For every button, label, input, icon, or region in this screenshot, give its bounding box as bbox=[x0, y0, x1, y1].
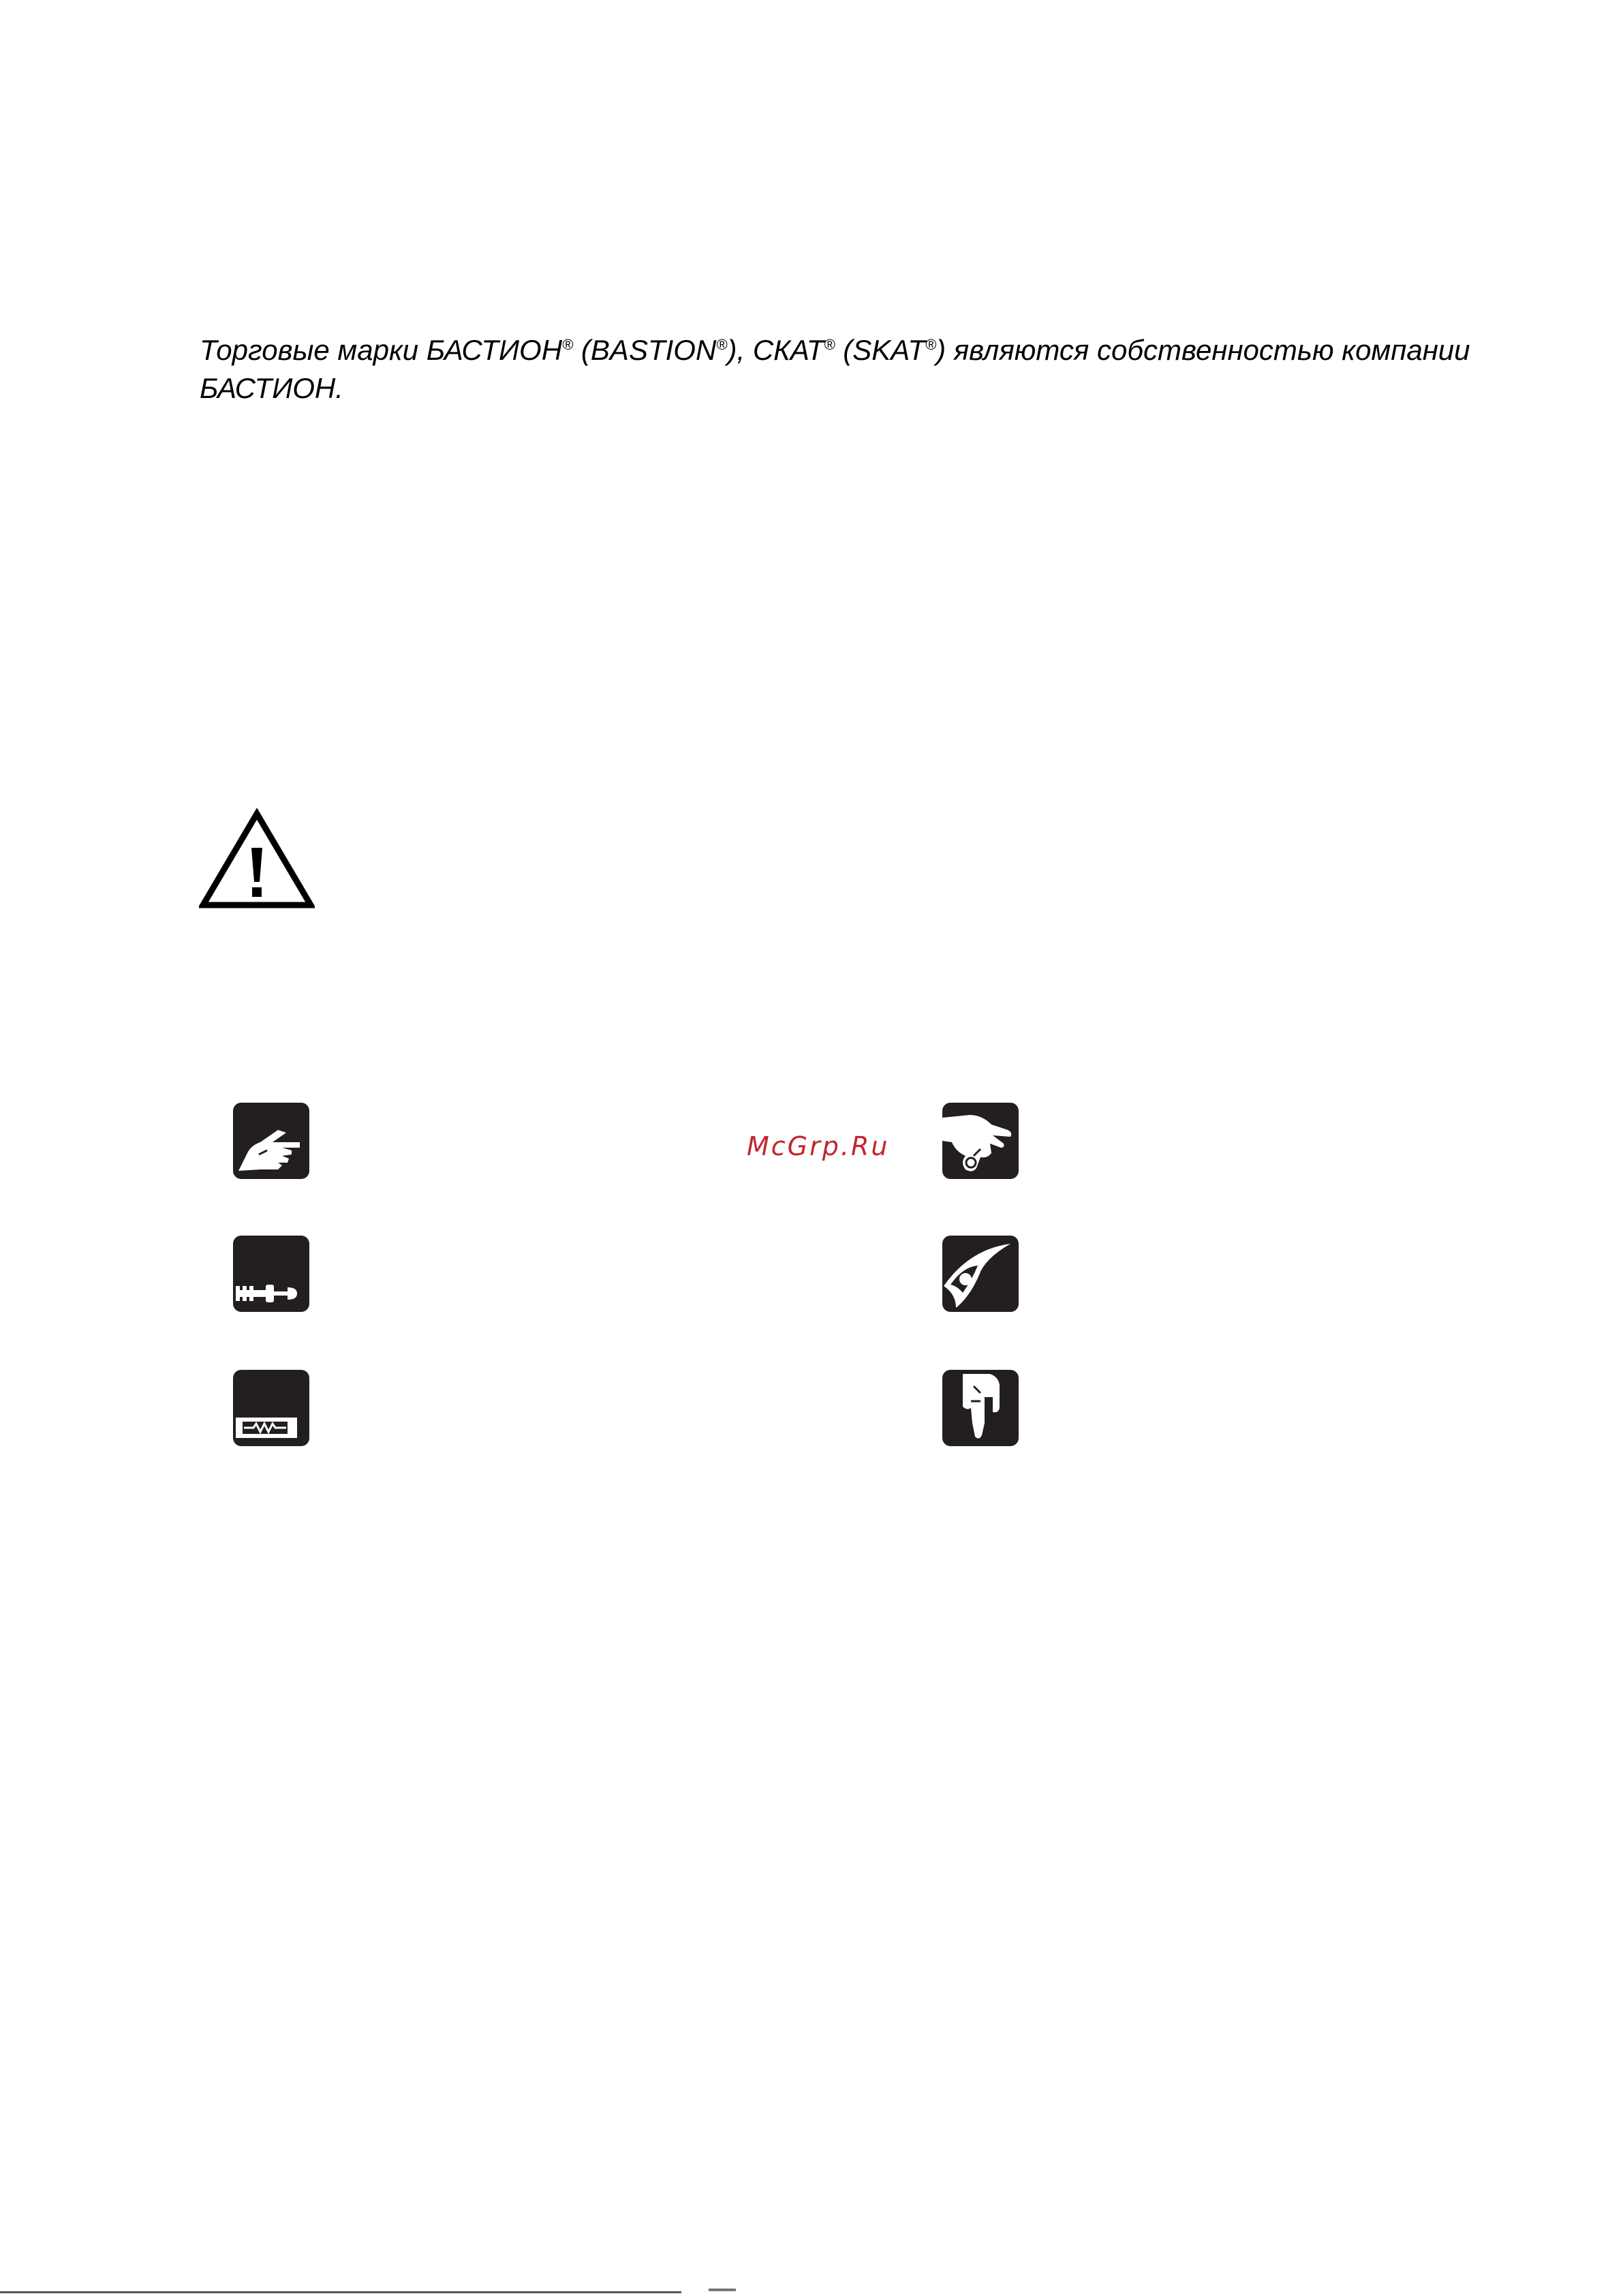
trademark-notice bbox=[200, 331, 1528, 408]
warning-triangle-icon bbox=[199, 808, 315, 910]
trademark-text-part5: ) являются собственностью компании БАСТИОН. bbox=[200, 334, 1470, 404]
registered-mark: ® bbox=[824, 336, 835, 353]
trademark-text-part1: Торговые марки БАСТИОН bbox=[200, 334, 563, 366]
watermark-text: McGrp.Ru bbox=[747, 1131, 890, 1161]
pointing-hand-icon bbox=[233, 1103, 309, 1179]
trademark-text-part4: (SKAT bbox=[835, 334, 925, 366]
registered-mark: ® bbox=[562, 336, 574, 353]
bottom-divider bbox=[0, 2291, 681, 2293]
ok-hand-icon bbox=[942, 1103, 1019, 1179]
trademark-text-part3: ), СКАТ bbox=[727, 334, 824, 366]
fuse-icon bbox=[233, 1370, 309, 1446]
registered-mark: ® bbox=[925, 336, 937, 353]
eye-icon bbox=[942, 1236, 1019, 1312]
finger-down-icon bbox=[942, 1370, 1019, 1446]
bottom-page-mark bbox=[709, 2289, 736, 2291]
registered-mark: ® bbox=[716, 336, 728, 353]
trademark-text-part2: (BASTION bbox=[573, 334, 717, 366]
screwdriver-icon bbox=[233, 1236, 309, 1312]
